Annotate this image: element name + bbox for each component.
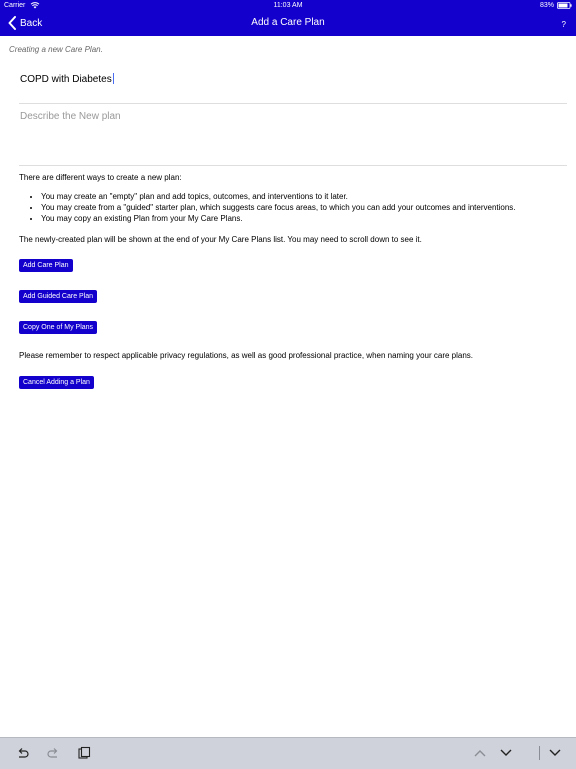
dismiss-keyboard-icon[interactable] xyxy=(548,746,562,760)
page-title: Add a Care Plan xyxy=(251,17,325,28)
status-bar xyxy=(0,0,576,12)
redo-icon[interactable] xyxy=(46,746,60,760)
list-item: • You may create from a "guided" starter plan, which suggests care focus areas, to which you can add your outcomes and interventions. xyxy=(41,202,571,213)
form-hint: Creating a new Care Plan. xyxy=(9,45,103,54)
list-item: • You may copy an existing Plan from your My Care Plans. xyxy=(41,213,571,224)
chevron-up-icon[interactable] xyxy=(473,746,487,760)
carrier-label: Carrier xyxy=(4,2,26,9)
text-cursor xyxy=(113,73,114,84)
add-care-plan-button[interactable]: Add Care Plan xyxy=(19,259,73,272)
intro-text: There are different ways to create a new plan: xyxy=(19,173,182,182)
cancel-adding-button[interactable]: Cancel Adding a Plan xyxy=(19,376,94,389)
navigation-header xyxy=(0,0,576,36)
privacy-reminder: Please remember to respect applicable privacy regulations, as well as good professional practice, when naming your care plans. xyxy=(19,351,474,360)
chevron-down-icon[interactable] xyxy=(499,746,513,760)
status-time: 11:03 AM xyxy=(273,2,303,9)
battery-icon xyxy=(557,2,572,9)
keyboard-toolbar xyxy=(0,737,576,769)
undo-icon[interactable] xyxy=(16,746,30,760)
copy-plan-button[interactable]: Copy One of My Plans xyxy=(19,321,97,334)
toolbar-separator xyxy=(539,746,540,760)
plan-name-value: COPD with Diabetes xyxy=(20,74,112,85)
plan-name-field[interactable] xyxy=(20,73,114,85)
help-button[interactable]: ? xyxy=(561,20,566,29)
options-list xyxy=(29,191,571,224)
scroll-note: The newly-created plan will be shown at the end of your My Care Plans list. You may need to scroll down to see it. xyxy=(19,235,422,244)
name-field-divider xyxy=(19,103,567,104)
plan-description-field[interactable]: Describe the New plan xyxy=(20,111,121,122)
add-guided-care-plan-button[interactable]: Add Guided Care Plan xyxy=(19,290,97,303)
back-label: Back xyxy=(20,17,43,29)
description-field-divider xyxy=(19,165,567,166)
paste-icon[interactable] xyxy=(77,746,91,760)
battery-percent: 83% xyxy=(539,2,554,9)
list-item: • You may create an "empty" plan and add topics, outcomes, and interventions to it later. xyxy=(41,191,571,202)
